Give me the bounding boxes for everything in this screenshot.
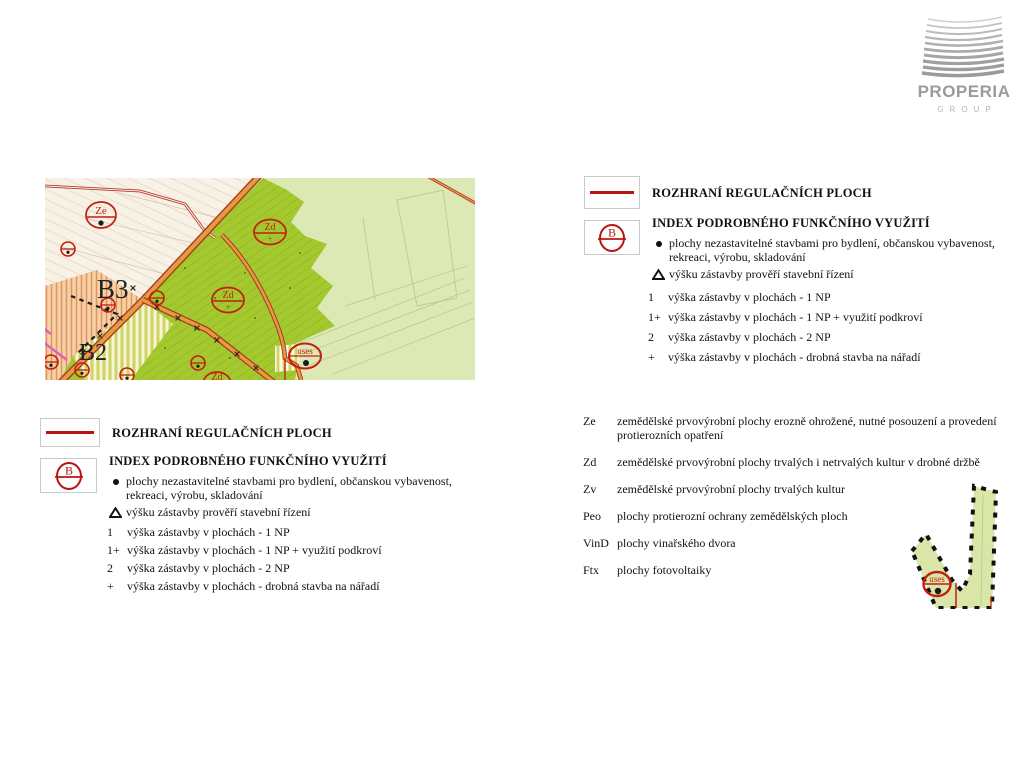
height-text: výška zástavby v plochách - 1 NP <box>668 290 831 304</box>
height-item <box>107 562 532 575</box>
bullet-dot-icon <box>113 479 119 485</box>
legend-triangle-item <box>109 505 478 520</box>
svg-text:B: B <box>607 225 617 239</box>
abbrev-key: Peo <box>583 509 601 523</box>
abbrev-key: Ftx <box>583 563 600 577</box>
svg-text:uses: uses <box>297 346 313 356</box>
height-item <box>648 331 1014 344</box>
map-label-b3: B3 <box>97 274 129 304</box>
boundary-line-symbol <box>584 176 640 209</box>
svg-text:+: + <box>267 234 273 244</box>
height-item <box>648 311 1014 324</box>
height-text: výška zástavby v plochách - 1 NP + využití podkroví <box>127 543 382 557</box>
height-text: výška zástavby v plochách - drobná stavba na nářadí <box>127 579 380 593</box>
abbrev-text: zemědělské prvovýrobní plochy erozně ohrožené, nutné posouzení a provedení protierozních opatření <box>617 414 997 442</box>
abbrev-text: plochy fotovoltaiky <box>617 563 712 577</box>
height-text: výška zástavby v plochách - 2 NP <box>668 330 831 344</box>
height-key: 2 <box>107 561 113 575</box>
legend-index-title: INDEX PODROBNÉHO FUNKČNÍHO VYUŽITÍ <box>109 454 387 468</box>
legend-panel-left <box>40 418 532 598</box>
zoning-map <box>45 178 475 380</box>
boundary-line-symbol <box>40 418 100 447</box>
height-item <box>107 526 532 539</box>
logo-group-text: GROUP <box>937 105 997 114</box>
height-item <box>648 291 1014 304</box>
abbrev-text: plochy protierozní ochrany zemědělských ploch <box>617 509 848 523</box>
triangle-icon <box>652 269 665 280</box>
abbrev-key: Ze <box>583 414 596 428</box>
legend-bullet-item <box>652 236 1011 264</box>
height-key: + <box>107 579 114 593</box>
height-item <box>648 351 1014 364</box>
legend-index-content <box>652 216 1011 282</box>
red-line-icon <box>590 191 634 194</box>
height-text: výška zástavby v plochách - 1 NP <box>127 525 290 539</box>
legend-index-title: INDEX PODROBNÉHO FUNKČNÍHO VYUŽITÍ <box>652 216 930 230</box>
abbrev-text: zemědělské prvovýrobní plochy trvalých i netrvalých kultur v drobné držbě <box>617 455 980 469</box>
map-fragment-svg <box>905 477 1005 609</box>
height-key: 2 <box>648 330 654 344</box>
legend-triangle-text: výšku zástavby prověří stavební řízení <box>126 505 311 519</box>
abbrev-item-ze <box>583 414 1013 442</box>
map-fragment-uses <box>905 477 1005 609</box>
bullet-dot-icon <box>656 241 662 247</box>
svg-text:Zd: Zd <box>211 372 223 380</box>
legend-bullet-item <box>109 474 478 502</box>
legend-index-row <box>40 454 532 520</box>
legend-index-content <box>109 454 478 520</box>
svg-text:Ze: Ze <box>95 205 107 217</box>
b-ellipse-icon <box>593 223 631 253</box>
height-key: 1+ <box>648 310 661 324</box>
legend-triangle-item <box>652 267 1011 282</box>
abbrev-key: Zd <box>583 455 597 469</box>
height-key: 1 <box>107 525 113 539</box>
height-key: 1 <box>648 290 654 304</box>
svg-text:uses: uses <box>929 574 945 584</box>
legend-bullet-text: plochy nezastavitelné stavbami pro bydlení, občanskou vybavenost, rekreaci, výrobu, skladování <box>669 236 995 264</box>
svg-text:Zd: Zd <box>222 290 234 301</box>
abbrev-text: zemědělské prvovýrobní plochy trvalých kultur <box>617 482 845 496</box>
height-text: výška zástavby v plochách - drobná stavba na nářadí <box>668 350 921 364</box>
height-list <box>648 291 1014 364</box>
height-key: 1+ <box>107 543 120 557</box>
svg-text:B: B <box>64 463 73 477</box>
abbrev-key: Zv <box>583 482 597 496</box>
legend-boundary-row <box>584 176 1014 209</box>
height-item <box>107 580 532 593</box>
abbrev-key: VinD <box>583 536 609 550</box>
height-key: + <box>648 350 655 364</box>
legend-triangle-text: výšku zástavby prověří stavební řízení <box>669 267 854 281</box>
height-item <box>107 544 532 557</box>
legend-panel-right <box>584 176 1014 371</box>
zoning-map-svg <box>45 178 475 380</box>
legend-boundary-title: ROZHRANÍ REGULAČNÍCH PLOCH <box>112 425 332 440</box>
legend-bullet-text: plochy nezastavitelné stavbami pro bydlení, občanskou vybavenost, rekreaci, výrobu, skladování <box>126 474 452 502</box>
logo-wave-icon <box>916 14 1012 80</box>
abbrev-item-zd <box>583 455 1013 469</box>
map-symbol-uses <box>289 344 321 369</box>
index-symbol-box <box>584 220 640 255</box>
height-list <box>107 526 532 593</box>
index-symbol-box <box>40 458 97 493</box>
abbrev-text: plochy vinařského dvora <box>617 536 736 550</box>
legend-index-row <box>584 216 1014 282</box>
svg-text:Zd: Zd <box>264 222 276 233</box>
legend-boundary-title: ROZHRANÍ REGULAČNÍCH PLOCH <box>652 185 872 200</box>
svg-text:+: + <box>225 302 231 312</box>
height-text: výška zástavby v plochách - 2 NP <box>127 561 290 575</box>
b-ellipse-icon <box>50 461 88 491</box>
map-label-b2: B2 <box>79 340 108 366</box>
height-text: výška zástavby v plochách - 1 NP + využití podkroví <box>668 310 923 324</box>
fragment-symbol-uses <box>924 572 952 596</box>
properia-logo <box>916 14 1012 114</box>
legend-boundary-row <box>40 418 532 447</box>
logo-brand-text: PROPERIA <box>917 82 1011 101</box>
triangle-icon <box>109 507 122 518</box>
red-line-icon <box>46 431 94 434</box>
